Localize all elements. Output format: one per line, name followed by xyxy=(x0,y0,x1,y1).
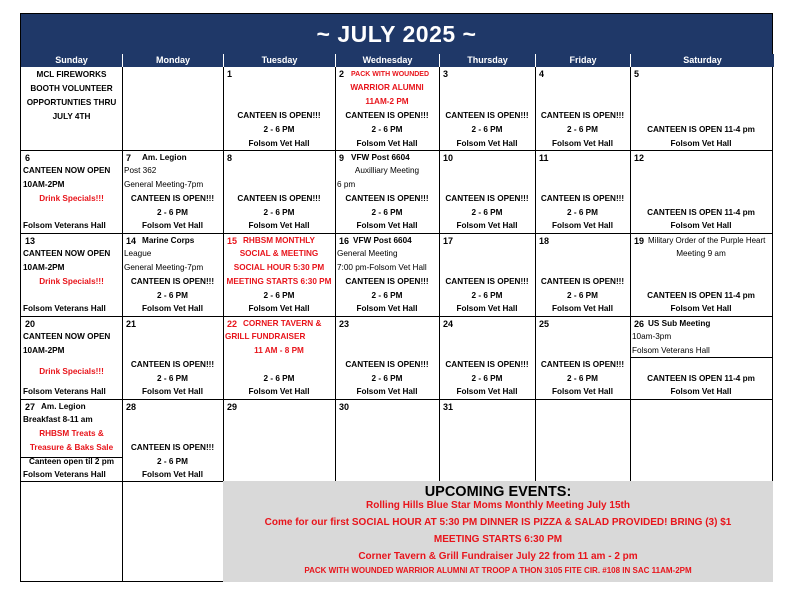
event-time: Breakfast 8-11 am xyxy=(23,415,93,424)
weekday-wednesday: Wednesday xyxy=(335,54,439,67)
day-number: 3 xyxy=(443,69,449,79)
day-cell-14[interactable] xyxy=(122,234,223,316)
canteen-status: CANTEEN IS OPEN 11-4 pm xyxy=(647,125,755,134)
upcoming-events-panel xyxy=(223,481,773,582)
event-detail: General Meeting-7pm xyxy=(124,180,204,189)
event-detail: 7:00 pm-Folsom Vet Hall xyxy=(337,263,427,272)
day-cell-8[interactable] xyxy=(223,151,335,233)
canteen-status: CANTEEN IS OPEN!!! xyxy=(345,194,429,203)
day-number: 29 xyxy=(227,402,238,412)
canteen-location: Folsom Vet Hall xyxy=(552,139,613,148)
event-title: GRILL FUNDRAISER xyxy=(225,332,306,341)
day-number: 23 xyxy=(339,319,350,329)
event-title: CORNER TAVERN & xyxy=(243,319,322,328)
canteen-status: CANTEEN IS OPEN!!! xyxy=(345,360,429,369)
canteen-hours: 2 - 6 PM xyxy=(471,125,503,134)
canteen-location: Folsom Veterans Hall xyxy=(23,387,106,396)
day-cell-17[interactable] xyxy=(439,234,535,316)
canteen-hours: 2 - 6 PM xyxy=(157,208,188,217)
day-number: 8 xyxy=(227,153,233,163)
day-cell-24[interactable] xyxy=(439,317,535,399)
day-number: 10 xyxy=(443,153,454,163)
canteen-status: CANTEEN IS OPEN!!! xyxy=(237,194,321,203)
canteen-hours: 2 - 6 PM xyxy=(157,291,188,300)
canteen-location: Folsom Vet Hall xyxy=(142,304,203,313)
event-detail: General Meeting xyxy=(337,249,398,258)
day-number: 22 xyxy=(227,319,238,329)
event-title: RHBSM Treats & xyxy=(39,429,104,438)
event-time: SOCIAL HOUR 5:30 PM xyxy=(233,263,325,272)
upcoming-line: Rolling Hills Blue Star Moms Monthly Meeting July 15th xyxy=(366,500,630,511)
day-cell-21[interactable] xyxy=(122,317,223,399)
canteen-hours: 10AM-2PM xyxy=(23,346,65,355)
canteen-location: Folsom Vet Hall xyxy=(456,304,518,313)
upcoming-line: Come for our first SOCIAL HOUR AT 5:30 PM DINNER IS PIZZA & SALAD PROVIDED! BRING (3) $1 xyxy=(264,517,732,528)
day-number: 9 xyxy=(339,153,345,163)
day-cell-13[interactable] xyxy=(21,234,122,316)
event-title: WARRIOR ALUMNI xyxy=(350,83,424,92)
day-number: 15 xyxy=(227,236,238,246)
day-cell-30[interactable] xyxy=(335,400,439,481)
canteen-status: CANTEEN NOW OPEN xyxy=(23,166,111,175)
canteen-status: CANTEEN IS OPEN 11-4 pm xyxy=(647,374,755,383)
canteen-hours: 10AM-2PM xyxy=(23,180,65,189)
upcoming-line: MEETING STARTS 6:30 PM xyxy=(433,534,563,545)
event-title: VFW Post 6604 xyxy=(351,153,410,162)
day-number: 18 xyxy=(539,236,550,246)
canteen-location: Folsom Vet Hall xyxy=(248,304,310,313)
upcoming-line: PACK WITH WOUNDED WARRIOR ALUMNI AT TROOP A THON 3105 FITE CIR. #108 IN SAC 11AM-2PM xyxy=(304,566,692,575)
event-detail: Post 362 xyxy=(124,166,157,175)
canteen-location: Folsom Vet Hall xyxy=(670,304,732,313)
day-cell-25[interactable] xyxy=(535,317,630,399)
canteen-location: Folsom Veterans Hall xyxy=(23,221,106,230)
day-number: 16 xyxy=(339,236,350,246)
day-cell-22[interactable] xyxy=(223,317,335,399)
cell-text: BOOTH VOLUNTEER xyxy=(30,84,113,93)
canteen-hours: 2 - 6 PM xyxy=(567,208,598,217)
day-cell-7[interactable] xyxy=(122,151,223,233)
day-cell-10[interactable] xyxy=(439,151,535,233)
canteen-location: Folsom Vet Hall xyxy=(670,221,732,230)
weekday-monday: Monday xyxy=(122,54,223,67)
canteen-status: CANTEEN IS OPEN!!! xyxy=(445,111,529,120)
canteen-hours: 2 - 6 PM xyxy=(371,125,403,134)
event-time: 11AM-2 PM xyxy=(365,97,409,106)
canteen-status: CANTEEN IS OPEN!!! xyxy=(445,277,529,286)
canteen-location: Folsom Vet Hall xyxy=(456,387,518,396)
event-title: SOCIAL & MEETING xyxy=(239,249,319,258)
day-number: 30 xyxy=(339,402,350,412)
canteen-location: Folsom Vet Hall xyxy=(248,387,310,396)
day-cell-3[interactable] xyxy=(439,67,535,150)
day-cell-23[interactable] xyxy=(335,317,439,399)
cell-text: MCL FIREWORKS xyxy=(36,70,107,79)
drink-specials: Drink Specials!!! xyxy=(39,194,104,203)
day-cell-28[interactable] xyxy=(122,400,223,481)
canteen-location: Folsom Vet Hall xyxy=(456,221,518,230)
canteen-hours: 2 - 6 PM xyxy=(371,291,403,300)
day-number: 7 xyxy=(126,153,132,163)
canteen-status: CANTEEN IS OPEN!!! xyxy=(345,111,429,120)
canteen-status: CANTEEN IS OPEN!!! xyxy=(345,277,429,286)
canteen-hours: 2 - 6 PM xyxy=(471,291,503,300)
canteen-location: Folsom Vet Hall xyxy=(248,139,310,148)
event-title: US Sub Meeting xyxy=(648,319,711,328)
event-title: VFW Post 6604 xyxy=(353,236,412,245)
event-detail: League xyxy=(124,249,152,258)
canteen-status: CANTEEN IS OPEN!!! xyxy=(130,277,215,286)
canteen-location: Folsom Vet Hall xyxy=(142,387,203,396)
day-number: 4 xyxy=(539,69,545,79)
canteen-hours: 2 - 6 PM xyxy=(567,291,598,300)
canteen-hours: 2 - 6 PM xyxy=(371,208,403,217)
canteen-hours: 2 - 6 PM xyxy=(263,208,295,217)
canteen-hours: 2 - 6 PM xyxy=(157,374,188,383)
day-cell-26[interactable] xyxy=(630,317,772,399)
weekday-thursday: Thursday xyxy=(439,54,535,67)
day-cell-11[interactable] xyxy=(535,151,630,233)
canteen-location: Folsom Vet Hall xyxy=(670,139,732,148)
day-number: 31 xyxy=(443,402,454,412)
day-number: 27 xyxy=(25,402,36,412)
event-detail: Meeting 9 am xyxy=(676,249,726,258)
canteen-status: CANTEEN IS OPEN!!! xyxy=(540,111,625,120)
event-detail: 10am-3pm xyxy=(632,332,672,341)
drink-specials: Drink Specials!!! xyxy=(39,367,104,376)
canteen-status: CANTEEN IS OPEN!!! xyxy=(445,360,529,369)
canteen-status: CANTEEN IS OPEN!!! xyxy=(130,360,215,369)
day-cell-12[interactable] xyxy=(630,151,772,233)
day-number: 21 xyxy=(126,319,137,329)
event-title: Am. Legion xyxy=(41,402,86,411)
day-cell-1[interactable] xyxy=(223,67,335,150)
event-detail: 6 pm xyxy=(337,180,356,189)
canteen-location: Folsom Vet Hall xyxy=(356,139,418,148)
canteen-hours: 2 - 6 PM xyxy=(567,125,598,134)
canteen-hours: 2 - 6 PM xyxy=(157,457,188,466)
day-cell-2[interactable] xyxy=(335,67,439,150)
day-number: 13 xyxy=(25,236,36,246)
calendar xyxy=(20,13,773,582)
canteen-hours: 2 - 6 PM xyxy=(371,374,403,383)
event-title: RHBSM MONTHLY xyxy=(243,236,316,245)
canteen-location: Folsom Vet Hall xyxy=(142,470,203,479)
canteen-hours: 2 - 6 PM xyxy=(263,374,295,383)
canteen-status: CANTEEN IS OPEN!!! xyxy=(445,194,529,203)
canteen-status: CANTEEN IS OPEN!!! xyxy=(130,443,215,452)
day-cell-4[interactable] xyxy=(535,67,630,150)
weekday-friday: Friday xyxy=(535,54,630,67)
day-cell-27[interactable] xyxy=(21,400,122,481)
weekday-tuesday: Tuesday xyxy=(223,54,335,67)
event-time: MEETING STARTS 6:30 PM xyxy=(226,277,332,286)
day-cell-31[interactable] xyxy=(439,400,535,481)
day-number: 20 xyxy=(25,319,36,329)
canteen-location: Folsom Vet Hall xyxy=(248,221,310,230)
canteen-location: Folsom Vet Hall xyxy=(552,304,613,313)
canteen-hours: 10AM-2PM xyxy=(23,263,65,272)
event-title: Marine Corps xyxy=(142,236,195,245)
page-title: ~ JULY 2025 ~ xyxy=(21,14,772,54)
day-cell-9[interactable] xyxy=(335,151,439,233)
event-time: 11 AM - 8 PM xyxy=(254,346,304,355)
day-number: 24 xyxy=(443,319,454,329)
event-detail: General Meeting-7pm xyxy=(124,263,204,272)
day-cell-5[interactable] xyxy=(630,67,772,150)
event-title: PACK WITH WOUNDED xyxy=(351,71,430,78)
cell-text: OPPORTUNTIES THRU xyxy=(26,98,117,107)
day-cell-6[interactable] xyxy=(21,151,122,233)
canteen-hours: 2 - 6 PM xyxy=(471,374,503,383)
event-title: Military Order of the Purple Heart xyxy=(648,236,766,245)
canteen-hours: 2 - 6 PM xyxy=(567,374,598,383)
canteen-status: CANTEEN IS OPEN!!! xyxy=(130,194,215,203)
canteen-location: Folsom Vet Hall xyxy=(142,221,203,230)
day-number: 11 xyxy=(539,153,549,163)
canteen-location: Folsom Vet Hall xyxy=(356,304,418,313)
event-title: Treasure & Baks Sale xyxy=(29,443,114,452)
day-number: 5 xyxy=(634,69,640,79)
canteen-status: CANTEEN IS OPEN!!! xyxy=(540,277,625,286)
canteen-status: CANTEEN IS OPEN!!! xyxy=(237,111,321,120)
canteen-status: CANTEEN IS OPEN 11-4 pm xyxy=(647,208,755,217)
day-number: 25 xyxy=(539,319,550,329)
canteen-location: Folsom Vet Hall xyxy=(356,221,418,230)
upcoming-line: Corner Tavern & Grill Fundraiser July 22 from 11 am - 2 pm xyxy=(358,551,638,562)
day-number: 26 xyxy=(634,319,645,329)
day-cell-empty xyxy=(21,67,122,150)
upcoming-heading: UPCOMING EVENTS: xyxy=(424,484,572,500)
event-detail: Auxilliary Meeting xyxy=(354,166,420,175)
day-number: 14 xyxy=(126,236,137,246)
canteen-location: Folsom Vet Hall xyxy=(356,387,418,396)
canteen-location: Folsom Vet Hall xyxy=(552,221,613,230)
canteen-hours: 2 - 6 PM xyxy=(263,125,295,134)
canteen-hours: 2 - 6 PM xyxy=(471,208,503,217)
day-cell-19[interactable] xyxy=(630,234,772,316)
canteen-status: CANTEEN IS OPEN 11-4 pm xyxy=(647,291,755,300)
day-cell-18[interactable] xyxy=(535,234,630,316)
event-title: Am. Legion xyxy=(142,153,187,162)
day-number: 28 xyxy=(126,402,137,412)
canteen-location: Folsom Veterans Hall xyxy=(23,304,106,313)
day-number: 1 xyxy=(227,69,233,79)
day-number: 19 xyxy=(634,236,645,246)
canteen-status: CANTEEN IS OPEN!!! xyxy=(540,194,625,203)
day-cell-15[interactable] xyxy=(223,234,335,316)
day-number: 6 xyxy=(25,153,31,163)
canteen-status: CANTEEN NOW OPEN xyxy=(23,332,111,341)
day-cell-16[interactable] xyxy=(335,234,439,316)
day-cell-20[interactable] xyxy=(21,317,122,399)
cell-text: JULY 4TH xyxy=(52,112,91,121)
canteen-status: CANTEEN IS OPEN!!! xyxy=(540,360,625,369)
weekday-saturday: Saturday xyxy=(630,54,774,67)
canteen-location: Folsom Vet Hall xyxy=(552,387,613,396)
canteen-status: Canteen open til 2 pm xyxy=(28,457,115,466)
event-detail: Folsom Veterans Hall xyxy=(632,346,710,355)
canteen-location: Folsom Vet Hall xyxy=(456,139,518,148)
canteen-location: Folsom Veterans Hall xyxy=(23,470,106,479)
drink-specials: Drink Specials!!! xyxy=(39,277,104,286)
day-number: 12 xyxy=(634,153,645,163)
canteen-hours: 2 - 6 PM xyxy=(263,291,295,300)
day-cell-29[interactable] xyxy=(223,400,335,481)
canteen-status: CANTEEN NOW OPEN xyxy=(23,249,111,258)
day-number: 2 xyxy=(339,69,345,79)
canteen-location: Folsom Vet Hall xyxy=(670,387,732,396)
weekday-sunday: Sunday xyxy=(21,54,122,67)
day-number: 17 xyxy=(443,236,454,246)
